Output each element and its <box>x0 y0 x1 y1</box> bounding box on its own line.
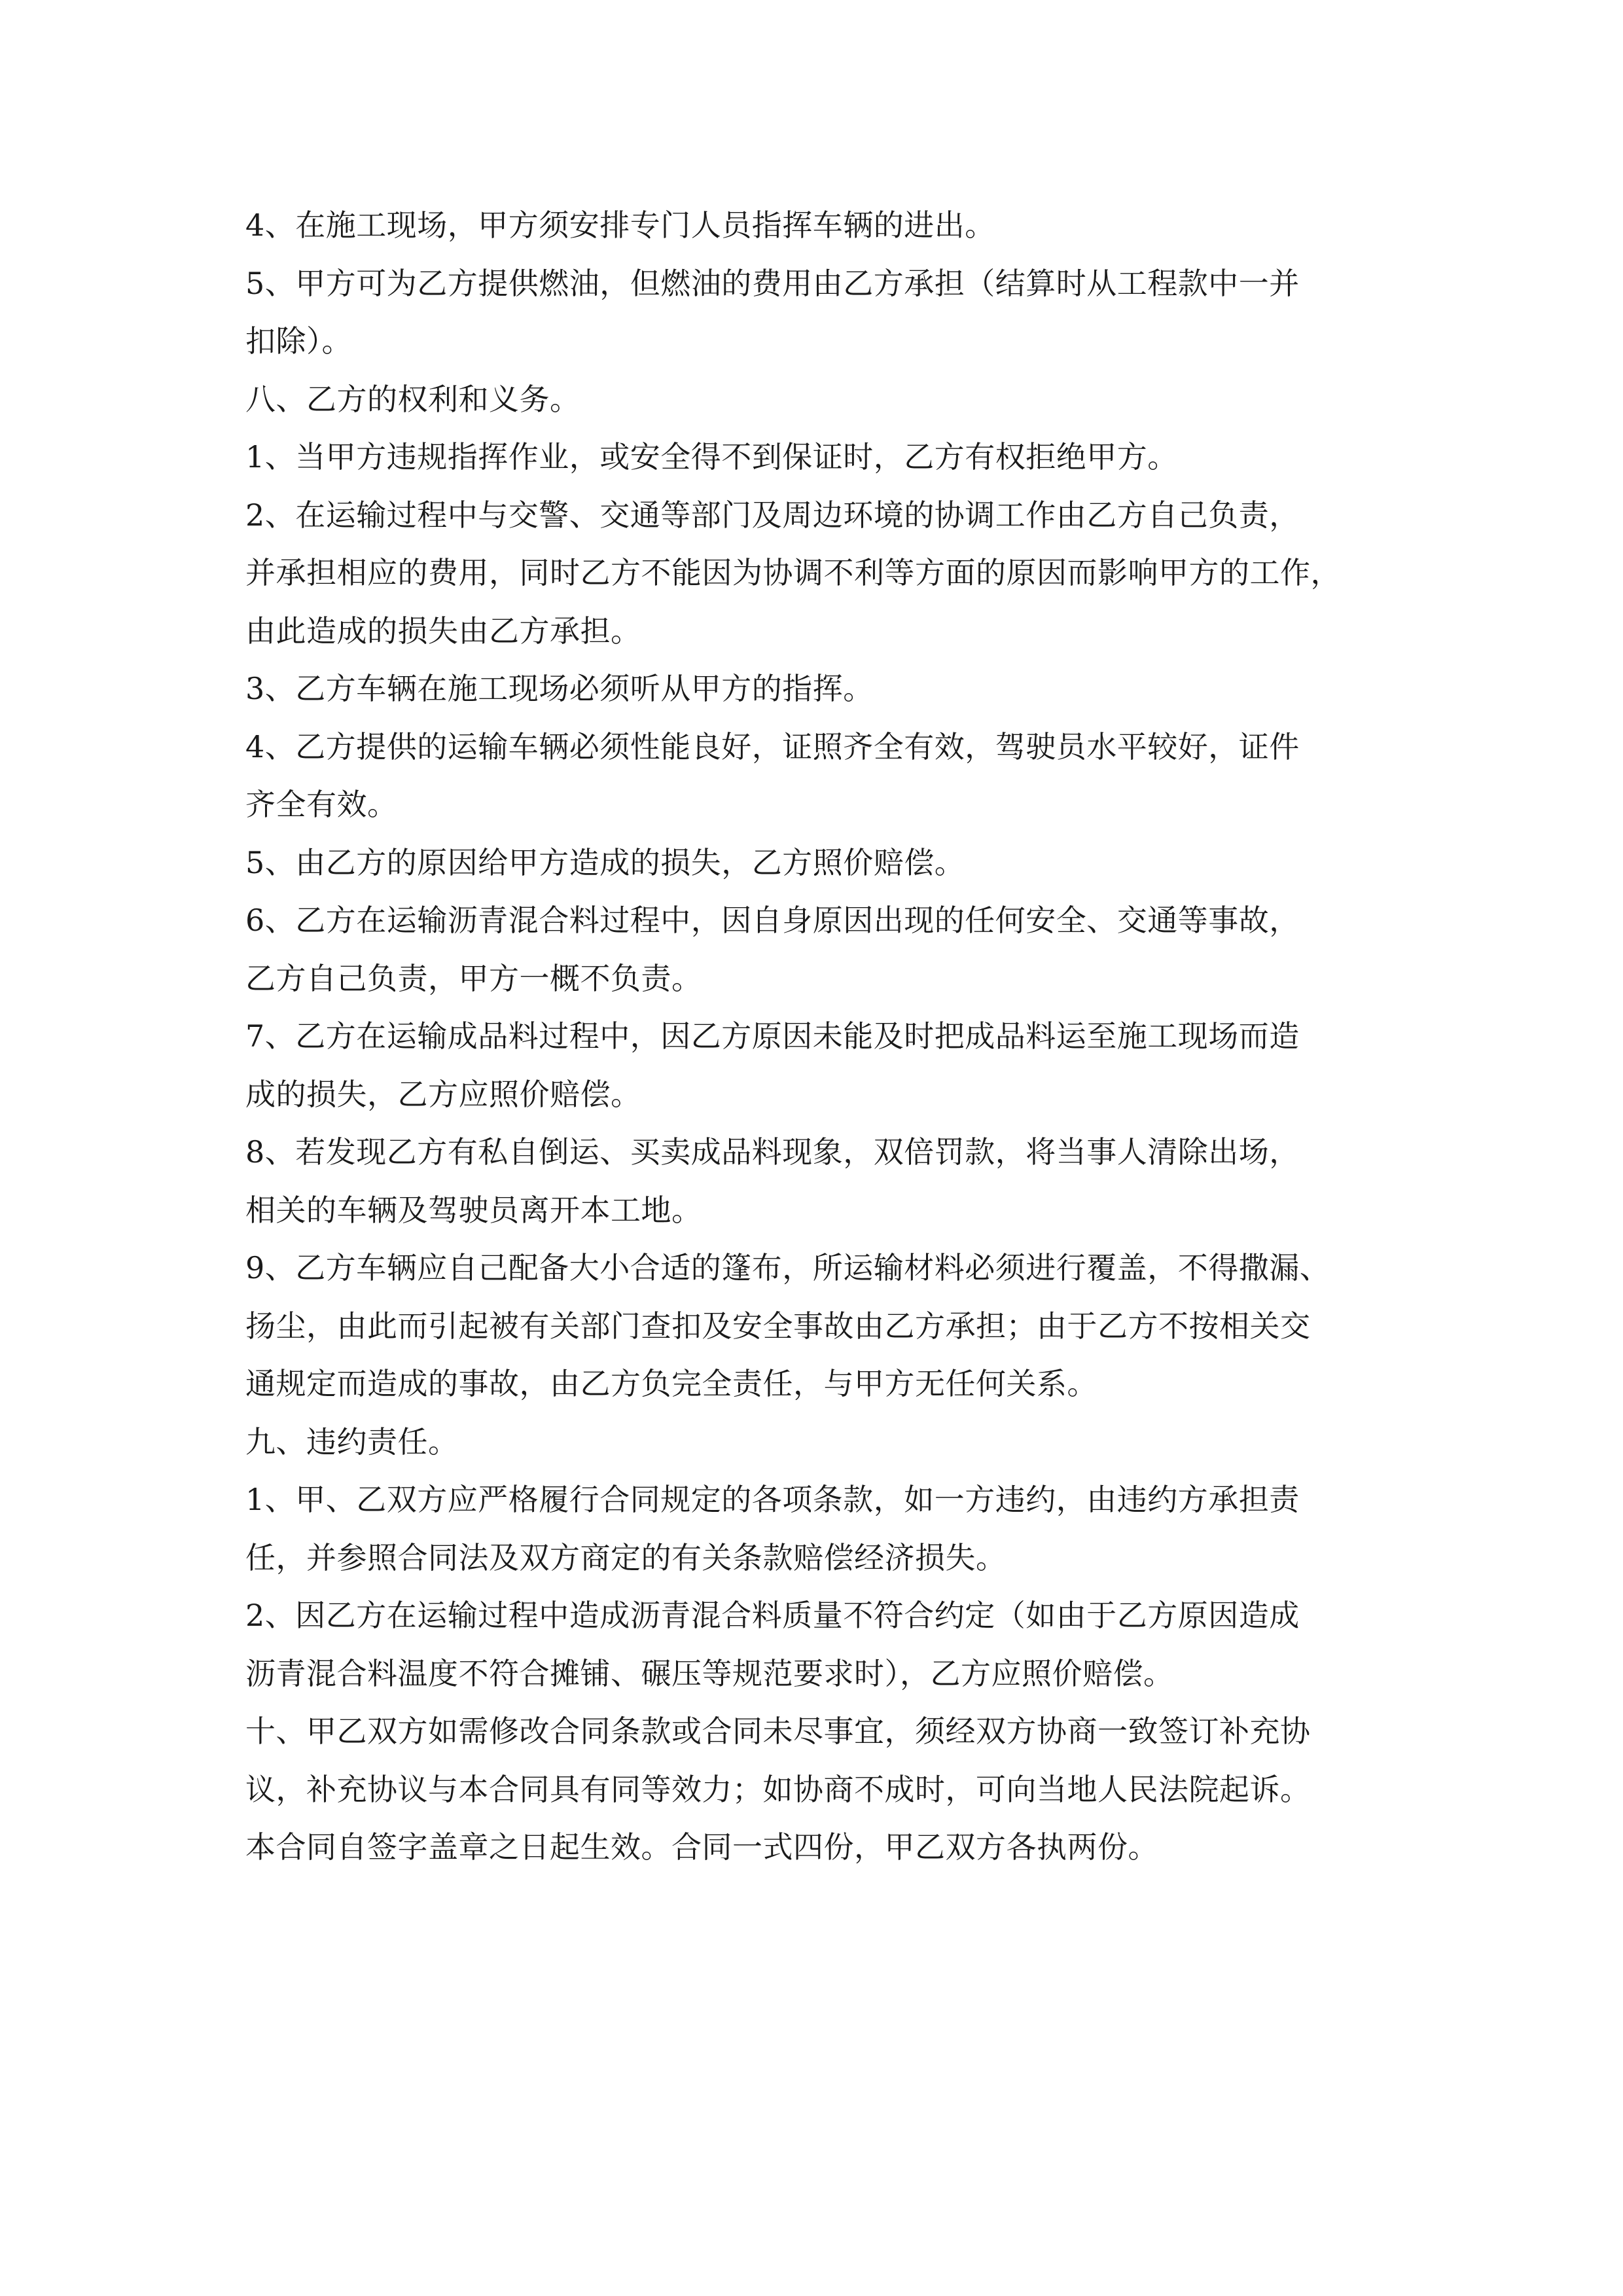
text-line: 5、甲方可为乙方提供燃油，但燃油的费用由乙方承担（结算时从工程款中一并 <box>245 265 1300 301</box>
text-line: 5、由乙方的原因给甲方造成的损失，乙方照价赔偿。 <box>245 844 965 880</box>
text-line: 扣除）。 <box>245 323 352 359</box>
text-line: 2、在运输过程中与交警、交通等部门及周边环境的协调工作由乙方自己负责， <box>245 497 1300 533</box>
text-line: 扬尘，由此而引起被有关部门查扣及安全事故由乙方承担；由于乙方不按相关交 <box>245 1308 1311 1344</box>
text-line: 由此造成的损失由乙方承担。 <box>245 613 641 649</box>
text-line: 通规定而造成的事故，由乙方负完全责任，与甲方无任何关系。 <box>245 1366 1097 1401</box>
text-line: 议，补充协议与本合同具有同等效力；如协商不成时，可向当地人民法院起诉。 <box>245 1771 1311 1807</box>
section-heading: 九、违约责任。 <box>245 1424 459 1460</box>
text-line: 8、若发现乙方有私自倒运、买卖成品料现象，双倍罚款，将当事人清除出场， <box>245 1134 1300 1170</box>
text-line: 7、乙方在运输成品料过程中，因乙方原因未能及时把成品料运至施工现场而造 <box>245 1018 1300 1054</box>
text-line: 本合同自签字盖章之日起生效。合同一式四份，甲乙双方各执两份。 <box>245 1829 1158 1865</box>
text-line: 3、乙方车辆在施工现场必须听从甲方的指挥。 <box>245 671 874 706</box>
text-line: 成的损失，乙方应照价赔偿。 <box>245 1076 641 1112</box>
contract-text <box>245 196 1384 1876</box>
text-line: 相关的车辆及驾驶员离开本工地。 <box>245 1192 702 1228</box>
text-line: 1、当甲方违规指挥作业，或安全得不到保证时，乙方有权拒绝甲方。 <box>245 439 1178 475</box>
text-line: 9、乙方车辆应自己配备大小合适的篷布，所运输材料必须进行覆盖，不得撒漏、 <box>245 1250 1330 1285</box>
text-line: 并承担相应的费用，同时乙方不能因为协调不利等方面的原因而影响甲方的工作， <box>245 555 1341 590</box>
text-line: 4、乙方提供的运输车辆必须性能良好，证照齐全有效，驾驶员水平较好，证件 <box>245 728 1300 764</box>
text-line: 1、甲、乙双方应严格履行合同规定的各项条款，如一方违约，由违约方承担责 <box>245 1482 1300 1517</box>
text-line: 2、因乙方在运输过程中造成沥青混合料质量不符合约定（如由于乙方原因造成 <box>245 1598 1300 1633</box>
text-line: 乙方自己负责，甲方一概不负责。 <box>245 960 702 996</box>
text-line: 十、甲乙双方如需修改合同条款或合同未尽事宜，须经双方协商一致签订补充协 <box>245 1713 1311 1749</box>
text-line: 4、在施工现场，甲方须安排专门人员指挥车辆的进出。 <box>245 207 995 243</box>
text-line: 任，并参照合同法及双方商定的有关条款赔偿经济损失。 <box>245 1539 1007 1575</box>
text-line: 6、乙方在运输沥青混合料过程中，因自身原因出现的任何安全、交通等事故， <box>245 903 1300 938</box>
section-heading: 八、乙方的权利和义务。 <box>245 381 580 417</box>
text-line: 齐全有效。 <box>245 787 398 822</box>
text-line: 沥青混合料温度不符合摊铺、碾压等规范要求时），乙方应照价赔偿。 <box>245 1655 1174 1691</box>
